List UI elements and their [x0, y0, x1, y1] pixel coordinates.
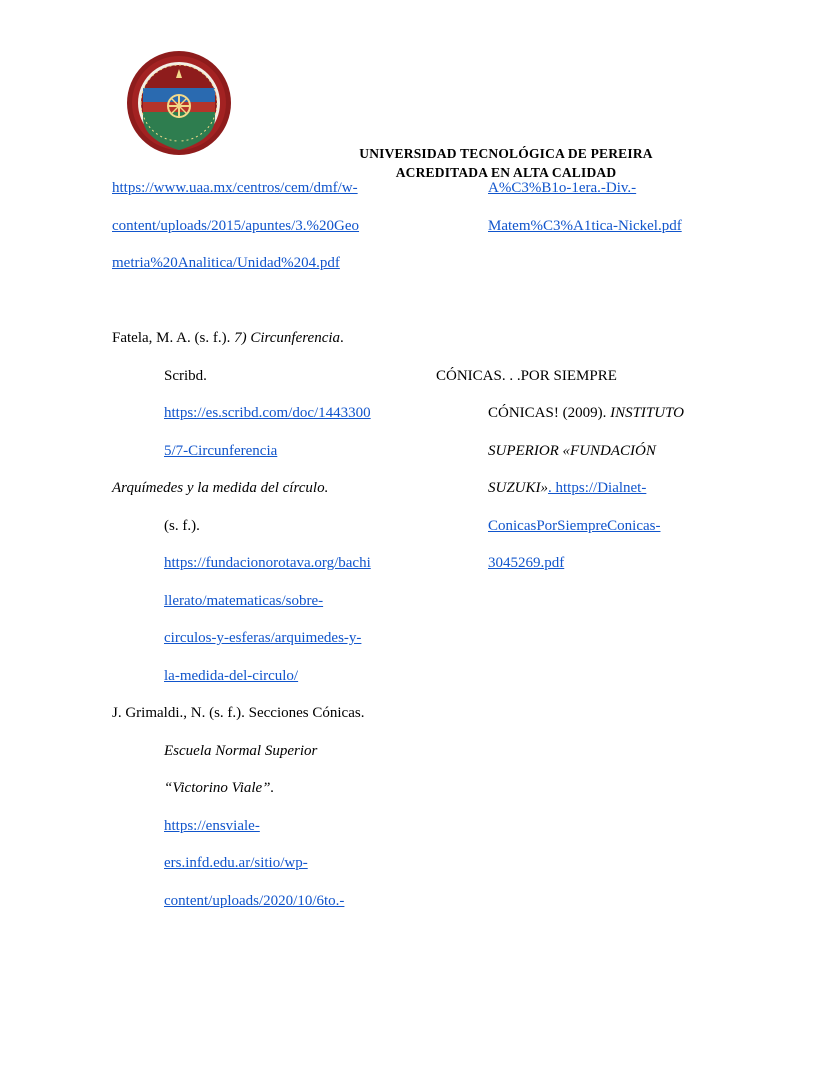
reference-source: “Victorino Viale”.	[164, 780, 275, 796]
reference-link[interactable]: content/uploads/2020/10/6to.-	[164, 892, 345, 909]
reference-publisher: SUZUKI»	[488, 480, 549, 496]
reference-link[interactable]: metria%20Analitica/Unidad%204.pdf	[112, 255, 340, 271]
reference-entry	[112, 320, 412, 470]
reference-entry	[112, 695, 412, 920]
reference-link[interactable]: llerato/matematicas/sobre-	[164, 592, 324, 609]
reference-link[interactable]: https://fundacionorotava.org/bachi	[164, 555, 371, 571]
reference-title: CÓNICAS. . .POR SIEMPRE	[436, 367, 617, 384]
reference-link[interactable]: 5/7-Circunferencia	[164, 442, 278, 459]
reference-publisher: SUPERIOR «FUNDACIÓN	[488, 442, 656, 459]
reference-link[interactable]: https://ensviale-	[164, 817, 260, 834]
reference-title: Arquímedes y la medida del círculo.	[112, 480, 329, 496]
reference-link[interactable]: la-medida-del-circulo/	[164, 667, 299, 684]
reference-link[interactable]: https://es.scribd.com/doc/1443300	[164, 405, 371, 421]
reference-link[interactable]: circulos-y-esferas/arquimedes-y-	[164, 630, 362, 646]
paragraph-spacer	[436, 283, 736, 321]
reference-entry	[436, 358, 736, 583]
utp-crest-seal-icon	[120, 48, 238, 158]
institution-accreditation: ACREDITADA EN ALTA CALIDAD	[395, 165, 617, 180]
reference-link[interactable]: ConicasPorSiempreConicas-	[488, 517, 661, 534]
reference-link[interactable]: 3045269.pdf	[488, 555, 565, 571]
reference-date: (s. f.).	[164, 517, 200, 534]
reference-entry	[112, 170, 412, 283]
paragraph-spacer	[112, 283, 412, 321]
paragraph-spacer	[436, 245, 736, 283]
references-left-column	[112, 170, 412, 920]
reference-link[interactable]: A%C3%B1o-1era.-Div.-	[488, 180, 637, 196]
references-right-column	[436, 170, 736, 583]
reference-publisher: INSTITUTO	[610, 405, 685, 421]
institution-name: UNIVERSIDAD TECNOLÓGICA DE PEREIRA	[359, 146, 653, 161]
reference-link[interactable]: ers.infd.edu.ar/sitio/wp-	[164, 855, 308, 871]
reference-source: Scribd.	[164, 367, 207, 384]
document-header	[112, 48, 732, 180]
reference-entry	[436, 170, 736, 245]
reference-punctuation: .	[340, 330, 344, 346]
reference-link[interactable]: content/uploads/2015/apuntes/3.%20Geo	[112, 217, 360, 234]
reference-source: Escuela Normal Superior	[164, 742, 318, 759]
reference-author: Fatela, M. A. (s. f.).	[112, 330, 235, 346]
reference-link[interactable]: . https://Dialnet-	[548, 480, 647, 496]
paragraph-spacer	[436, 320, 736, 358]
reference-title-cont: CÓNICAS! (2009).	[488, 405, 611, 421]
reference-entry	[112, 470, 412, 695]
reference-link[interactable]: https://www.uaa.mx/centros/cem/dmf/w-	[112, 180, 358, 196]
reference-link[interactable]: Matem%C3%A1tica-Nickel.pdf	[488, 217, 682, 234]
reference-author: J. Grimaldi., N. (s. f.). Secciones Cónicas.	[112, 705, 365, 721]
reference-title: 7) Circunferencia	[234, 330, 341, 346]
